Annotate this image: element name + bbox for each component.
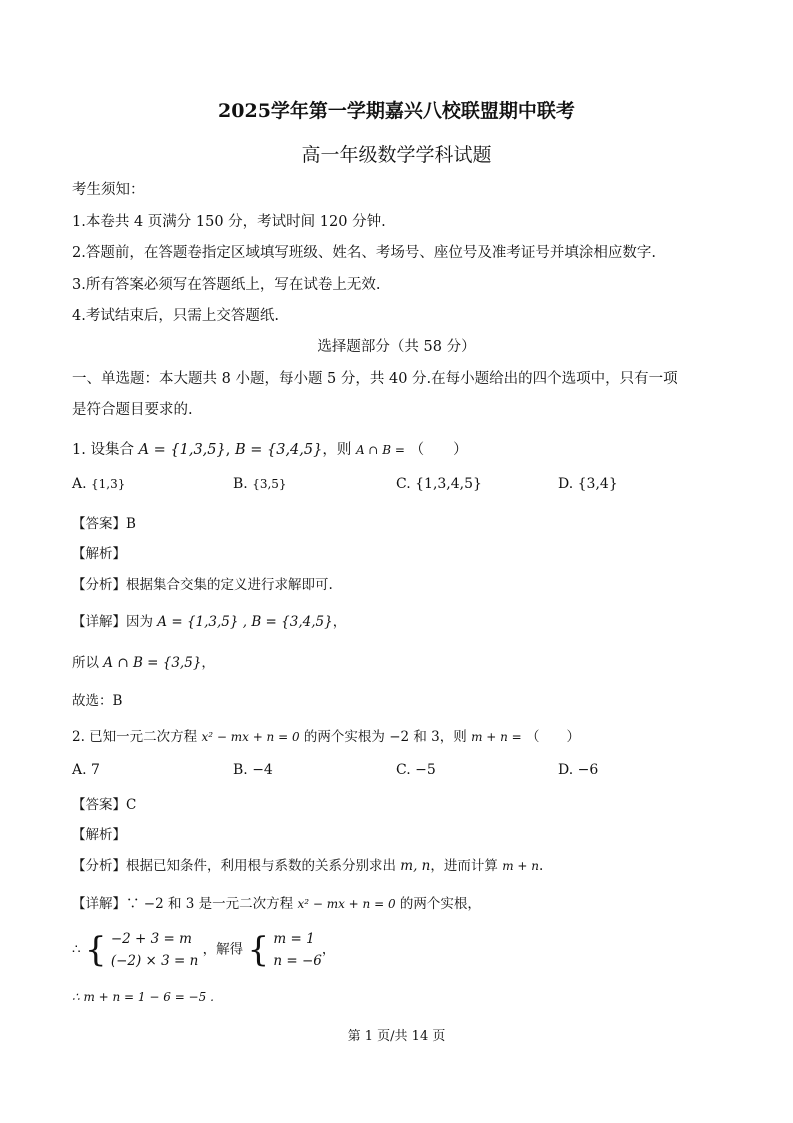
q1-prefix: 1. 设集合 xyxy=(72,442,134,458)
question-2-stem: 2. 已知一元二次方程 x² − mx + n = 0 的两个实根为 −2 和 3，则 m + n = （ ） xyxy=(72,729,581,745)
left-brace-glyph: { xyxy=(247,930,270,970)
q1-ask-paren: （ ） xyxy=(409,442,468,458)
notice-item-4: 4.考试结束后，只需上交答题纸. xyxy=(72,308,279,324)
q2-option-a: A. 7 xyxy=(72,762,100,778)
exam-subtitle: 高一年级数学学科试题 xyxy=(301,144,492,166)
q1-detail: 【详解】因为 A = {1,3,5} , B = {3,4,5}， xyxy=(72,614,347,630)
q1-ask-expr: A ∩ B = xyxy=(355,443,405,457)
question-1-stem xyxy=(72,438,468,459)
q2-equation: x² − mx + n = 0 xyxy=(201,730,300,744)
section-intro-line2: 是符合题目要求的. xyxy=(72,402,193,418)
q1-conclusion: 所以 A ∩ B = {3,5}， xyxy=(72,655,215,671)
section-intro-line1: 一、单选题：本大题共 8 小题，每小题 5 分，共 40 分.在每小题给出的四个选项中，只有一项 xyxy=(72,371,678,387)
q2-fenxi: 【分析】根据已知条件，利用根与系数的关系分别求出 m, n，进而计算 m + n. xyxy=(72,858,544,874)
q1-choose: 故选：B xyxy=(72,693,123,709)
q1-set-a: A = {1,3,5} xyxy=(138,442,226,458)
q1-answer: 【答案】B xyxy=(72,516,136,532)
q2-option-b: B. −4 xyxy=(233,762,273,778)
page-footer: 第 1 页/共 14 页 xyxy=(347,1029,446,1044)
q2-option-d: D. −6 xyxy=(558,762,599,778)
q2-solution-lines: m = 1 n = −6 xyxy=(273,931,322,969)
q1-fenxi: 【分析】根据集合交集的定义进行求解即可. xyxy=(72,577,333,593)
q1-ask-pre: ，则 xyxy=(322,442,352,458)
q1-option-d: D. {3,4} xyxy=(558,476,618,492)
left-brace-glyph: { xyxy=(84,930,107,970)
exam-title: 2025学年第一学期嘉兴八校联盟期中联考 xyxy=(218,100,575,122)
section-heading: 选择题部分（共 58 分） xyxy=(317,339,476,355)
q1-analysis-heading: 【解析】 xyxy=(72,546,126,562)
q2-ask-expr: m + n = xyxy=(471,730,522,744)
notice-item-3: 3.所有答案必须写在答题纸上，写在试卷上无效. xyxy=(72,277,381,293)
q2-detail: 【详解】∵ −2 和 3 是一元二次方程 x² − mx + n = 0 的两个实根， xyxy=(72,896,481,912)
q1-sep: , xyxy=(225,442,231,458)
q2-final: ∴ m + n = 1 − 6 = −5 . xyxy=(72,990,214,1004)
q1-option-c: C. {1,3,4,5} xyxy=(396,476,482,492)
notice-item-1: 1.本卷共 4 页满分 150 分，考试时间 120 分钟. xyxy=(72,214,386,230)
q1-option-b: B. {3,5} xyxy=(233,476,287,492)
q1-set-b: B = {3,4,5} xyxy=(234,442,323,458)
q1-option-a: A. {1,3} xyxy=(72,476,126,492)
q2-system-lines: −2 + 3 = m (−2) × 3 = n xyxy=(110,931,199,969)
notice-item-2: 2.答题前，在答题卷指定区域填写班级、姓名、考场号、座位号及准考证号并填涂相应数字. xyxy=(72,245,656,261)
q2-option-c: C. −5 xyxy=(396,762,436,778)
q2-analysis-heading: 【解析】 xyxy=(72,827,126,843)
notice-heading: 考生须知： xyxy=(72,182,145,198)
q2-answer: 【答案】C xyxy=(72,797,137,813)
q2-system: ∴ { −2 + 3 = m (−2) × 3 = n ，解得 { m = 1 n = −6 ， xyxy=(72,930,336,970)
